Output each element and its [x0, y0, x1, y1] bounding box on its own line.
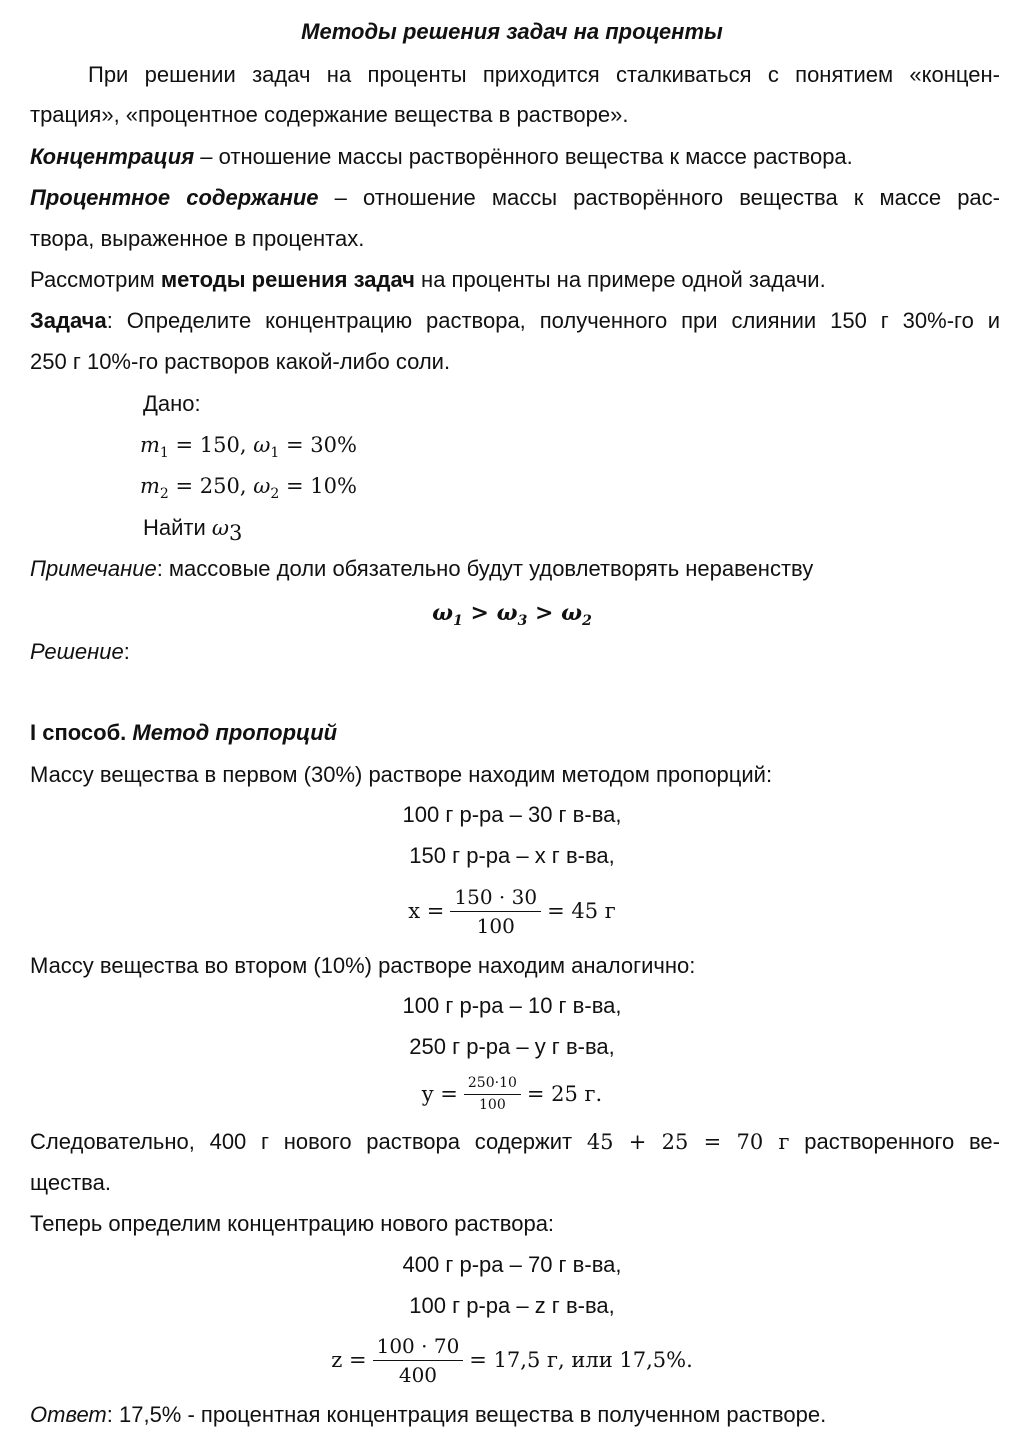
definition-percent-text: – отношение массы растворённого вещества к массе рас- [318, 185, 1000, 210]
conclusion-line: Следовательно, 400 г нового раствора содержит 45 + 25 = 70 г растворенного ве- [30, 1129, 1000, 1154]
task-line [30, 308, 1000, 334]
method-heading: I способ. Метод пропорций [30, 720, 338, 745]
definition-concentration [30, 144, 1000, 170]
part3-proportion-2: 100 г р-ра – z г в-ва, [409, 1293, 615, 1318]
part1-formula: x = $\frac{150 \cdot 30}{100}$ = 45 г [408, 884, 616, 938]
part2-proportion-1: 100 г р-ра – 10 г в-ва, [402, 993, 622, 1018]
document-title: Методы решения задач на проценты [301, 19, 723, 44]
inequality: $\omega_1 > \omega_3 > \omega_2$ [432, 600, 592, 629]
note-line: Примечание: массовые доли обязательно будут удовлетворять неравенству [30, 556, 814, 581]
answer-label: Ответ [30, 1402, 107, 1427]
methods-bold: методы решения задач [160, 267, 415, 292]
find-line: Найти $\omega_3$ [143, 515, 243, 545]
part1-fraction: $\frac{150 \cdot 30}{100}$ [450, 885, 541, 938]
term-concentration: Концентрация [30, 144, 195, 169]
given-label: Дано: [143, 391, 201, 416]
consider-line: Рассмотрим методы решения задач на проценты на примере одной задачи. [30, 267, 826, 292]
task-text: : Определите концентрацию раствора, полученного при слиянии 150 г 30%-го и [106, 308, 1000, 333]
part3-fraction: $\frac{100 \cdot 70}{400}$ [373, 1334, 464, 1387]
part3-proportion-1: 400 г р-ра – 70 г в-ва, [402, 1252, 622, 1277]
part1-proportion-2: 150 г р-ра – х г в-ва, [409, 843, 615, 868]
part1-intro: Массу вещества в первом (30%) растворе находим методом пропорций: [30, 762, 773, 787]
answer-line: Ответ: 17,5% - процентная концентрация вещества в полученном растворе. [30, 1402, 827, 1427]
intro-line-2: трация», «процентное содержание вещества в растворе». [30, 102, 629, 127]
task-line-cont: 250 г 10%-го растворов какой-либо соли. [30, 349, 451, 374]
part1-proportion-1: 100 г р-ра – 30 г в-ва, [402, 802, 622, 827]
task-label: Задача [30, 308, 107, 333]
part3-intro: Теперь определим концентрацию нового раствора: [30, 1211, 555, 1236]
conclusion-cont: щества. [30, 1170, 111, 1195]
given-line-2: $m_2 = 250$, $\omega_2 = 10\%$ [140, 474, 357, 502]
term-percent-content: Процентное содержание [30, 185, 319, 210]
part2-proportion-2: 250 г р-ра – у г в-ва, [409, 1034, 615, 1059]
part2-formula: y = $\frac{250\cdot 10}{100}$ = 25 г. [421, 1074, 603, 1113]
given-line-1: $m_1 = 150$, $\omega_1 = 30\%$ [140, 433, 357, 461]
definition-percent-cont: твора, выраженное в процентах. [30, 226, 365, 251]
definition-concentration-text: – отношение массы растворённого вещества к массе раствора. [194, 144, 853, 169]
solution-label-line: Решение: [30, 639, 130, 664]
solution-label: Решение [30, 639, 124, 664]
part2-intro: Массу вещества во втором (10%) растворе находим аналогично: [30, 953, 696, 978]
note-label: Примечание [30, 556, 157, 581]
definition-percent [30, 185, 1000, 211]
part3-formula: z = $\frac{100 \cdot 70}{400}$ = 17,5 г, или 17,5%. [331, 1333, 693, 1387]
intro-line-1: При решении задач на проценты приходится сталкиваться с понятием «концен- [88, 62, 1000, 87]
part2-fraction: $\frac{250\cdot 10}{100}$ [464, 1075, 521, 1114]
